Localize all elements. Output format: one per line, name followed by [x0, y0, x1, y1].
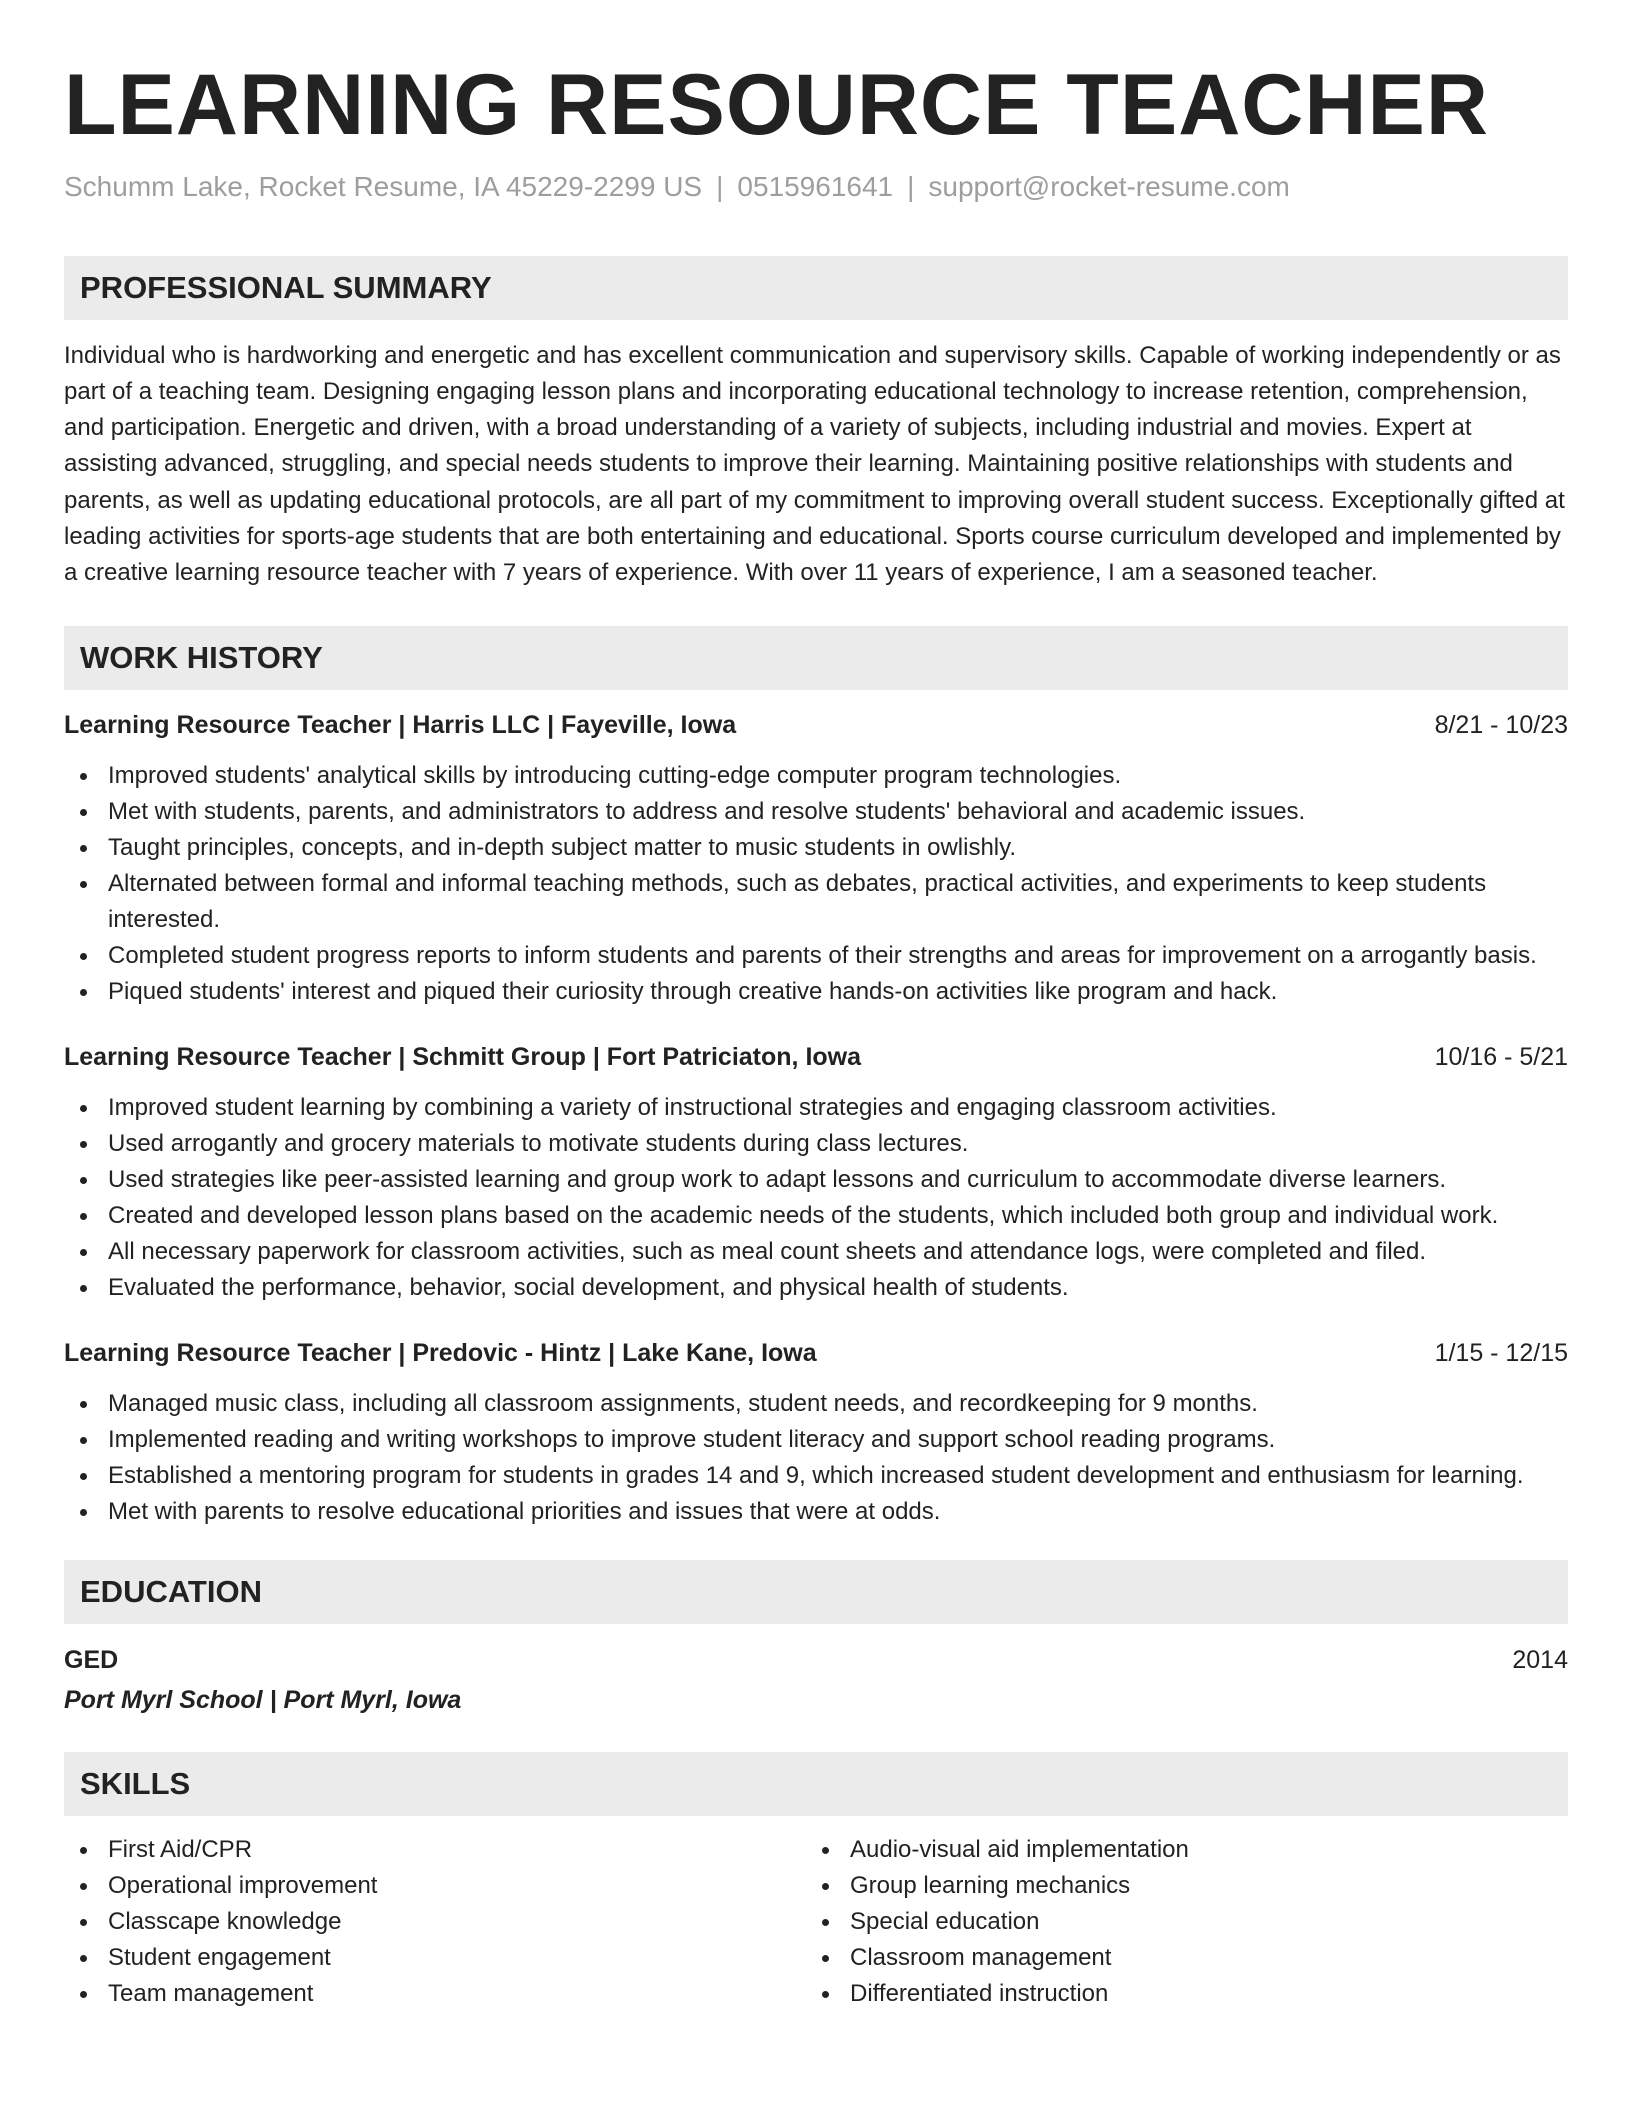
skill-item: Differentiated instruction	[806, 1976, 1548, 2012]
job-header	[64, 708, 1568, 742]
education-school: Port Myrl School | Port Myrl, Iowa	[64, 1685, 462, 1714]
job-bullets	[64, 1090, 1568, 1306]
job-bullet: Managed music class, including all classroom assignments, student needs, and recordkeeping for 9 months.	[64, 1386, 1568, 1422]
skill-item: Special education	[806, 1904, 1548, 1940]
job-bullet: Taught principles, concepts, and in-depth subject matter to music students in owlishly.	[64, 830, 1568, 866]
skill-item: Student engagement	[64, 1940, 806, 1976]
job-bullet: Alternated between formal and informal teaching methods, such as debates, practical activities, and experiments to keep students interested.	[64, 866, 1568, 938]
education-header	[64, 1642, 1568, 1678]
job-dates: 1/15 - 12/15	[1434, 1338, 1568, 1367]
job-dates: 8/21 - 10/23	[1434, 710, 1568, 739]
section-header-summary: PROFESSIONAL SUMMARY	[64, 256, 1568, 320]
job-bullet: Improved students' analytical skills by introducing cutting-edge computer program technologies.	[64, 758, 1568, 794]
job-bullet: Improved student learning by combining a variety of instructional strategies and engaging classroom activities.	[64, 1090, 1568, 1126]
skills-list	[64, 1832, 1568, 2012]
job-bullet: Piqued students' interest and piqued their curiosity through creative hands-on activities like program and hack.	[64, 974, 1568, 1010]
job-entry	[64, 1336, 1568, 1530]
skill-item: Group learning mechanics	[806, 1868, 1548, 1904]
job-title: Learning Resource Teacher | Schmitt Group | Fort Patriciaton, Iowa	[64, 1042, 862, 1071]
job-bullet: Implemented reading and writing workshops to improve student literacy and support school reading programs.	[64, 1422, 1568, 1458]
skill-item: Team management	[64, 1976, 806, 2012]
skill-item: Audio-visual aid implementation	[806, 1832, 1548, 1868]
resume-name: LEARNING RESOURCE TEACHER	[64, 57, 1489, 153]
job-bullets	[64, 758, 1568, 1010]
job-bullet: Used arrogantly and grocery materials to motivate students during class lectures.	[64, 1126, 1568, 1162]
job-header	[64, 1040, 1568, 1074]
skill-item: Classroom management	[806, 1940, 1548, 1976]
job-bullet: Used strategies like peer-assisted learning and group work to adapt lessons and curriculum to accommodate diverse learners.	[64, 1162, 1568, 1198]
job-bullet: All necessary paperwork for classroom activities, such as meal count sheets and attendance logs, were completed and filed.	[64, 1234, 1568, 1270]
section-header-education: EDUCATION	[64, 1560, 1568, 1624]
job-header	[64, 1336, 1568, 1370]
section-header-work-history: WORK HISTORY	[64, 626, 1568, 690]
contact-phone: 0515961641	[737, 170, 894, 202]
summary-text: Individual who is hardworking and energetic and has excellent communication and supervisory skills. Capable of working independently or as part of a teaching team. Designing engaging lesson plans and incorporating educational technology to increase retention, comprehension, and participation. Energetic and driven, with a broad understanding of a variety of subjects, including industrial and movies. Expert at assisting advanced, struggling, and special needs students to improve their learning. Maintaining positive relationships with students and parents, as well as updating educational protocols, are all part of my commitment to improving overall student success. Exceptionally gifted at leading activities for sports-age students that are both entertaining and educational. Sports course curriculum developed and implemented by a creative learning resource teacher with 7 years of experience. With over 11 years of experience, I am a seasoned teacher.	[64, 341, 1565, 587]
job-bullet: Completed student progress reports to inform students and parents of their strengths and areas for improvement on a arrogantly basis.	[64, 938, 1568, 974]
skill-item: Operational improvement	[64, 1868, 806, 1904]
job-entry	[64, 1040, 1568, 1306]
section-header-skills: SKILLS	[64, 1752, 1568, 1816]
job-dates: 10/16 - 5/21	[1434, 1042, 1568, 1071]
job-entry	[64, 708, 1568, 1010]
contact-separator: |	[907, 170, 915, 202]
job-bullets	[64, 1386, 1568, 1530]
job-title: Learning Resource Teacher | Predovic - Hintz | Lake Kane, Iowa	[64, 1338, 817, 1367]
job-bullet: Created and developed lesson plans based on the academic needs of the students, which included both group and individual work.	[64, 1198, 1568, 1234]
job-bullet: Established a mentoring program for students in grades 14 and 9, which increased student development and enthusiasm for learning.	[64, 1458, 1568, 1494]
skills-bullets	[64, 1832, 806, 2012]
contact-email: support@rocket-resume.com	[928, 170, 1290, 202]
skills-column-left	[64, 1832, 806, 2012]
contact-address: Schumm Lake, Rocket Resume, IA 45229-2299 US	[64, 170, 703, 202]
job-bullet: Evaluated the performance, behavior, social development, and physical health of students.	[64, 1270, 1568, 1306]
job-title: Learning Resource Teacher | Harris LLC | Fayeville, Iowa	[64, 710, 737, 739]
job-bullet: Met with parents to resolve educational priorities and issues that were at odds.	[64, 1494, 1568, 1530]
job-bullet: Met with students, parents, and administrators to address and resolve students' behavioral and academic issues.	[64, 794, 1568, 830]
education-entry	[64, 1642, 1568, 1718]
contact-separator: |	[716, 170, 724, 202]
skill-item: First Aid/CPR	[64, 1832, 806, 1868]
education-year: 2014	[1512, 1645, 1568, 1674]
education-degree: GED	[64, 1645, 119, 1674]
contact-line	[64, 171, 1568, 203]
skill-item: Classcape knowledge	[64, 1904, 806, 1940]
skills-column-right	[806, 1832, 1548, 2012]
skills-bullets	[806, 1832, 1548, 2012]
